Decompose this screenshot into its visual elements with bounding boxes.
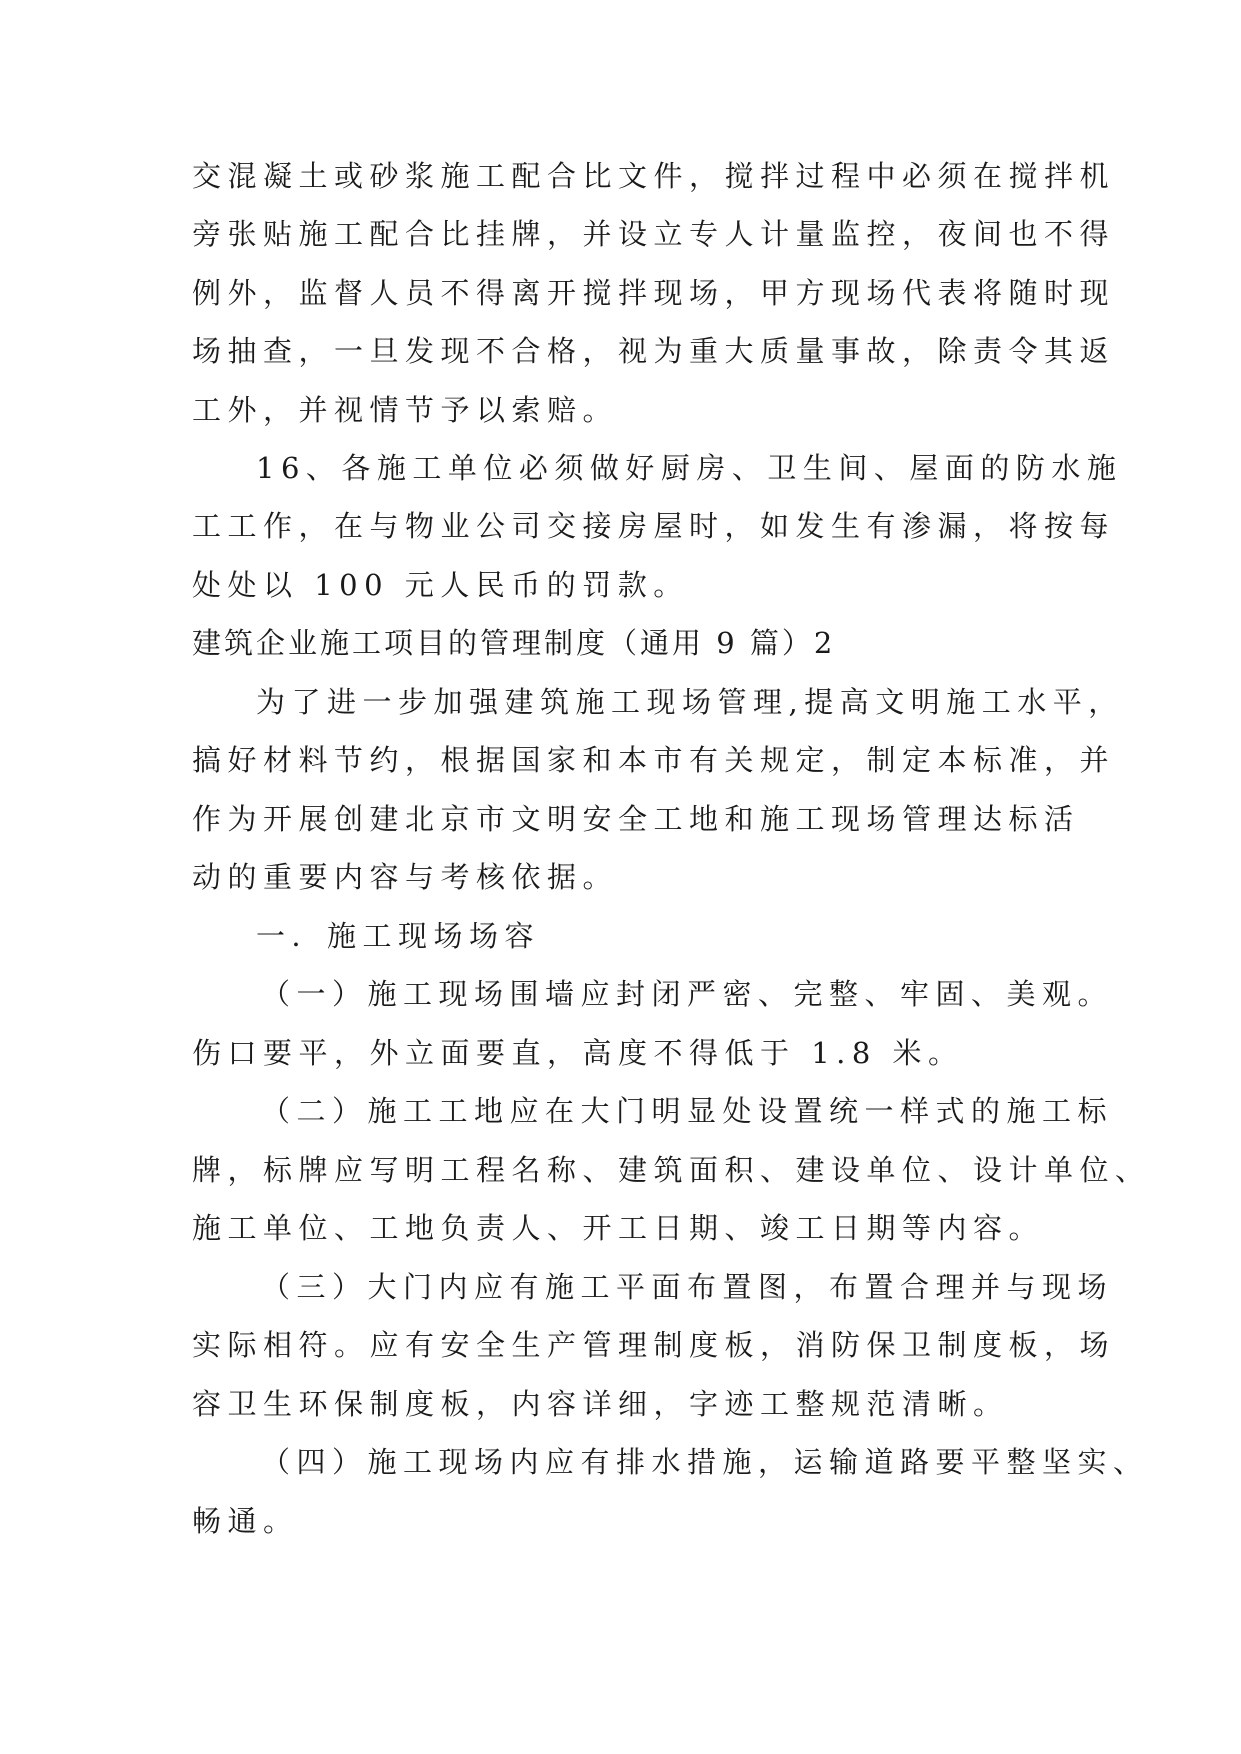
paragraph-line: （三）大门内应有施工平面布置图，布置合理并与现场: [261, 1270, 1114, 1304]
paragraph-line: 畅通。: [192, 1504, 299, 1538]
section-title: 建筑企业施工项目的管理制度（通用 9 篇）2: [192, 626, 836, 660]
paragraph-line: （四）施工现场内应有排水措施，运输道路要平整坚实、: [261, 1445, 1149, 1479]
paragraph-line: 交混凝土或砂浆施工配合比文件，搅拌过程中必须在搅拌机: [192, 159, 1116, 193]
paragraph-line: 例外，监督人员不得离开搅拌现场，甲方现场代表将随时现: [192, 276, 1116, 310]
paragraph-line: 实际相符。应有安全生产管理制度板，消防保卫制度板，场: [192, 1328, 1116, 1362]
paragraph-line: （一）施工现场围墙应封闭严密、完整、牢固、美观。: [261, 977, 1114, 1011]
paragraph-line: 旁张贴施工配合比挂牌，并设立专人计量监控，夜间也不得: [192, 217, 1116, 251]
subsection-heading: 一．施工现场场容: [256, 919, 541, 953]
paragraph-line: 搞好材料节约，根据国家和本市有关规定，制定本标准，并: [192, 743, 1116, 777]
paragraph-line: 作为开展创建北京市文明安全工地和施工现场管理达标活: [192, 802, 1080, 836]
paragraph-line: 牌，标牌应写明工程名称、建筑面积、建设单位、设计单位、: [192, 1153, 1151, 1187]
paragraph-line: 为了进一步加强建筑施工现场管理,提高文明施工水平，: [256, 685, 1124, 719]
paragraph-line: 处处以 100 元人民币的罚款。: [192, 568, 689, 602]
paragraph-line: 施工单位、工地负责人、开工日期、竣工日期等内容。: [192, 1211, 1045, 1245]
paragraph-line: 工外，并视情节予以索赔。: [192, 393, 619, 427]
paragraph-line: （二）施工工地应在大门明显处设置统一样式的施工标: [261, 1094, 1114, 1128]
paragraph-line: 16、各施工单位必须做好厨房、卫生间、屋面的防水施: [256, 451, 1123, 485]
paragraph-line: 动的重要内容与考核依据。: [192, 860, 619, 894]
paragraph-line: 工工作，在与物业公司交接房屋时，如发生有渗漏，将按每: [192, 509, 1116, 543]
paragraph-line: 容卫生环保制度板，内容详细，字迹工整规范清晰。: [192, 1387, 1009, 1421]
paragraph-line: 场抽查，一旦发现不合格，视为重大质量事故，除责令其返: [192, 334, 1116, 368]
paragraph-line: 伤口要平，外立面要直，高度不得低于 1.8 米。: [192, 1036, 964, 1070]
